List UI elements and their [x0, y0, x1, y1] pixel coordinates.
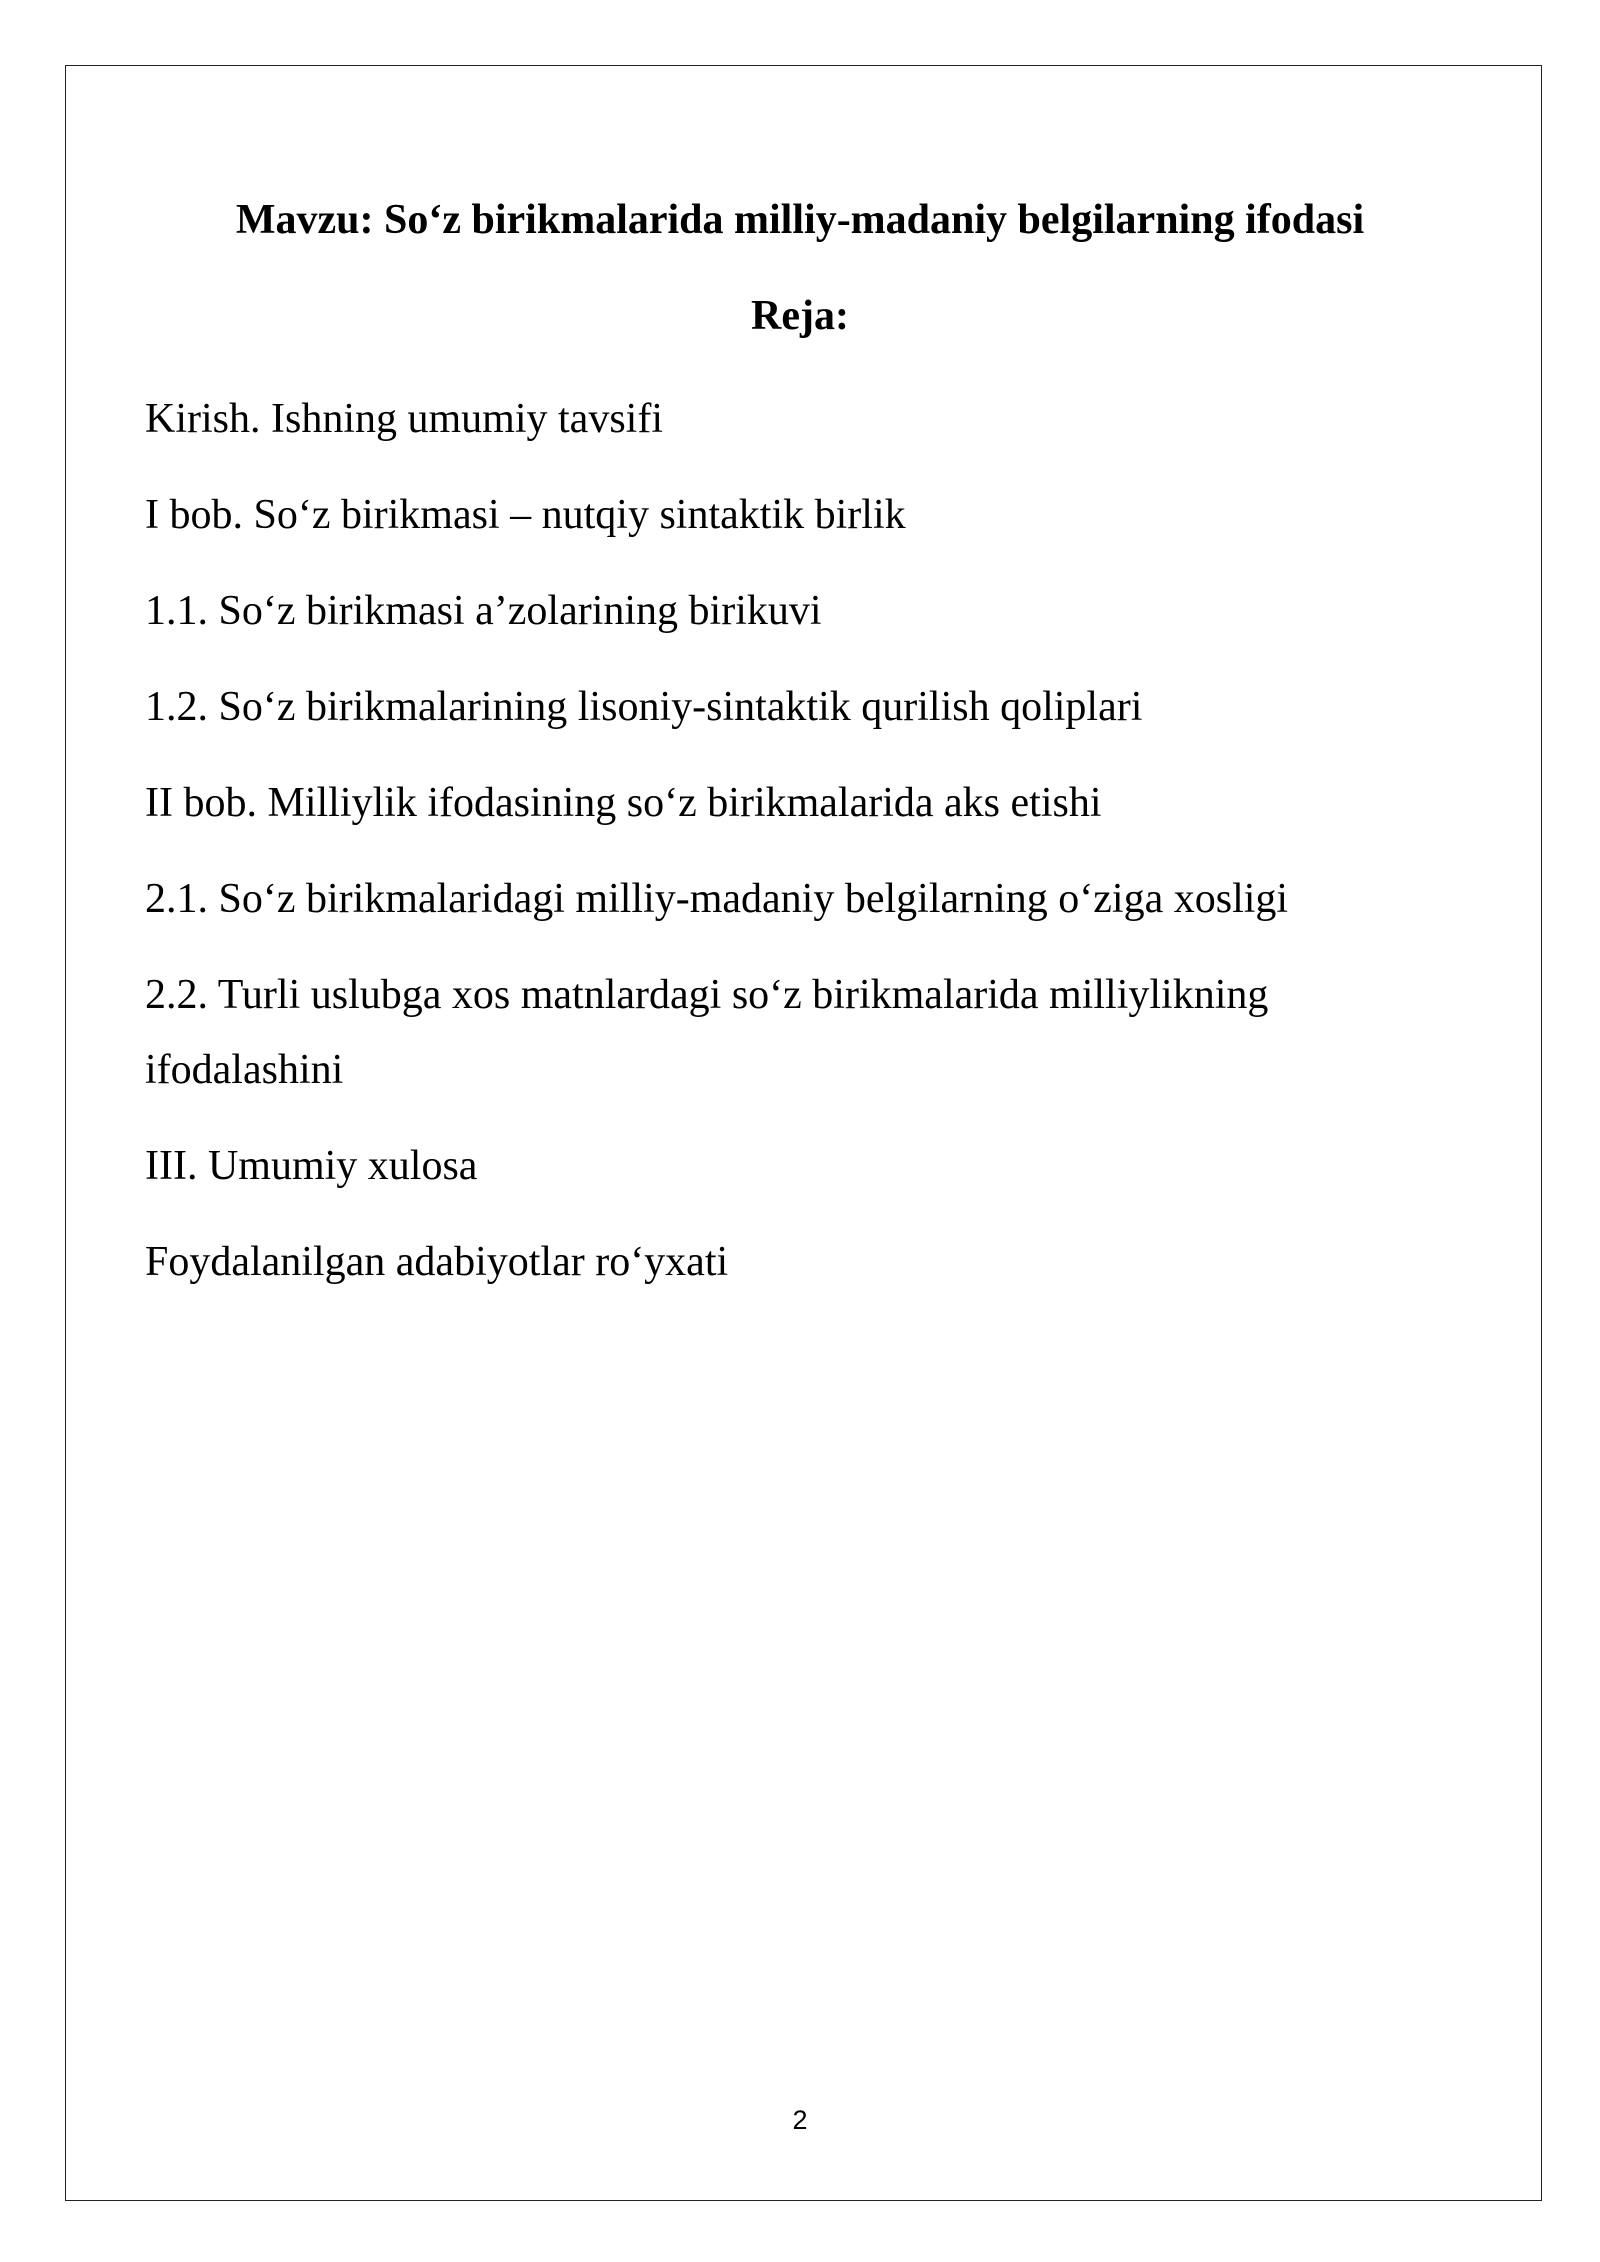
- page-number: 2: [792, 2105, 808, 2135]
- plan-item-section-2-1: 2.1. So‘z birikmalaridagi milliy-madaniy belgilarning o‘ziga xosligi: [145, 876, 1289, 922]
- document-title: Mavzu: So‘z birikmalarida milliy-madaniy belgilarning ifodasi: [235, 197, 1365, 243]
- plan-list: [145, 382, 1395, 1321]
- plan-item-introduction: Kirish. Ishning umumiy tavsifi: [145, 396, 663, 442]
- plan-item-references: Foydalanilgan adabiyotlar ro‘yxati: [145, 1239, 729, 1285]
- plan-item-section-1-1: 1.1. So‘z birikmasi a’zolarining birikuvi: [145, 588, 822, 634]
- plan-item-chapter-1: I bob. So‘z birikmasi – nutqiy sintaktik birlik: [145, 492, 906, 538]
- plan-item-chapter-2: II bob. Milliylik ifodasining so‘z birikmalarida aks etishi: [145, 780, 1102, 826]
- plan-heading: Reja:: [751, 293, 849, 339]
- plan-item-section-1-2: 1.2. So‘z birikmalarining lisoniy-sintaktik qurilish qoliplari: [145, 684, 1143, 730]
- plan-item-conclusion: III. Umumiy xulosa: [145, 1143, 478, 1189]
- plan-item-section-2-2: 2.2. Turli uslubga xos matnlardagi so‘z birikmalarida milliylikning ifodalashini: [145, 972, 1269, 1093]
